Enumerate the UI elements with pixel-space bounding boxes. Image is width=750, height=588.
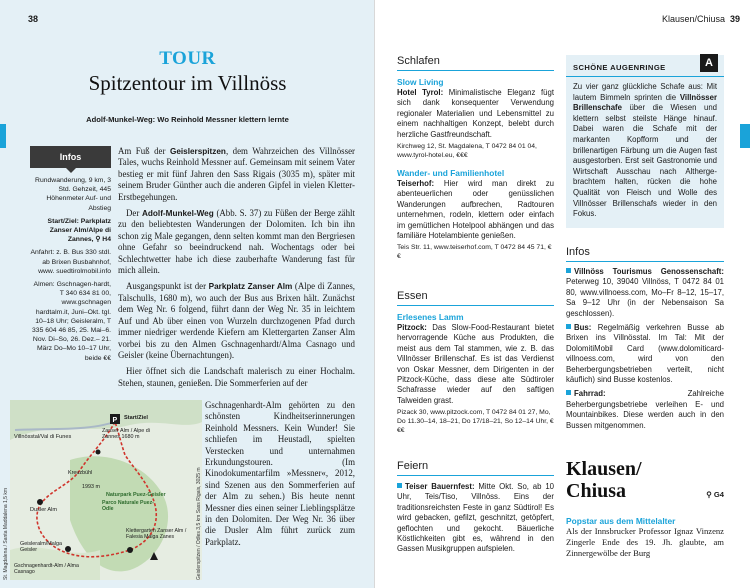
entry-text: Teiserhof: Hier wird man direkt zu abenteuerlichen oder genüsslichen Wanderungen aufbrechen, Radtouren unternehmen, rodeln, klettern oder einfach im gemütlichen Hotelpool abhängen und das familiäre Hotelambiente genießen.	[397, 179, 554, 241]
map-label: Dusler Alm	[30, 507, 58, 513]
section-schlafen	[397, 55, 554, 261]
map-label: 1993 m	[82, 484, 100, 490]
page-number-left: 38	[28, 14, 39, 24]
map-grid-reference: ⚲ G4	[706, 490, 724, 499]
running-head-title: Klausen/Chiusa	[661, 14, 725, 24]
infobox-block: Rundwanderung, 9 km, 3 Std. Gehzeit, 445 Höhenmeter Auf- und Abstieg	[35, 177, 111, 212]
body-paragraph: Am Fuß der Geislerspitzen, dem Wahrzeichen des Villnösser Tales, wuchs Reinhold Messner auf. Gemeinsam mit seinem Vater bestieg er mit fünf Jahren den Sass Rigais (3035 m), später mit seinem Bruder Günther auch die anderen Gipfel in vielen Kletter-Erstbegehungen.	[118, 146, 355, 202]
sidebox-heading: SCHÖNE AUGENRINGE	[566, 55, 724, 77]
section-essen	[397, 290, 554, 435]
tour-body-tail: Gschnagenhardt-Alm gehörten zu den schönsten Kindheitserinnerungen Reinhold Messners. Kein Wunder! Sie schliefen im Heustadl, spielten Verstecken und unternahmen Erkundungstouren. (Im Kinodokumentarfilm »Messner«, 2012, sind Szenen aus den Sommerferien auf der Alm zu sehen.) Bis heute nennt Messner dies einen seiner Lieblingsplätze in den Dolomiten. Der Weg Nr. 36 über die Dusler Alm führt zurück zum Parkplatz.	[205, 400, 355, 547]
svg-text:P: P	[112, 417, 118, 424]
section-heading: Schlafen	[397, 55, 554, 71]
route-map	[10, 400, 202, 580]
infobox-block: Start/Ziel: Parkplatz Zanser Alm/Alpe di Zannes, ⚲ H4	[47, 217, 111, 244]
map-side-label-left: St. Magdalena / Santa Maddalena 1,5 km	[3, 487, 9, 580]
infobox-block: Almen: Gschnagen-hardt, T 340 634 81 00, www.gschnagen hardtalm.it, Juni–Okt. tgl. 10–18 Uhr; Geisleralm, T 335 604 46 85, 25. Mai–6. Nov. Di–So, 26. Dez.– 21. März Do–Mo 10–17 Uhr, beide €€	[32, 281, 111, 362]
info-item: Villnöss Tourismus Genossenschaft: Peterweg 10, 39040 Villnöss, T 0472 84 01 80, www.villnoess.com, Mo–Fr 8–12, 15–17, Sa 9–12 Uhr (in der Nebensaison Sa geschlossen).	[566, 267, 724, 318]
entry-address: Pizack 30, www.pitzock.com, T 0472 84 01 27, Mo, Do 11.30–14, 18–21, Do 17/18–21, So 12–14 Uhr, €€€	[397, 409, 554, 435]
map-label: Naturpark Puez-Geisler	[106, 492, 166, 498]
map-badge-a: A	[700, 54, 718, 72]
klausen-text: Als der Innsbrucker Professor Ignaz Vinzenz Zingerle Ende des 19. Jh. glaubte, am Zinnergewölbe der Burg	[566, 526, 724, 558]
body-paragraph: Hier öffnet sich die Landschaft malerisch zu einer Hochalm. Stehen, staunen, genießen. Die Sommerferien auf der	[118, 366, 355, 388]
map-label: Start/Ziel	[124, 415, 148, 421]
bullet-square-icon	[566, 324, 571, 329]
chapter-tab-right	[740, 124, 750, 148]
entry-title: Erlesenes Lamm	[397, 312, 464, 322]
map-label: Gschnagenhardt-Alm / Alma Casnago	[14, 563, 79, 576]
map-label: Villnösstal/Val di Funes	[14, 434, 72, 440]
klausen-subtitle: Popstar aus dem Mittelalter	[566, 516, 676, 526]
entry-address: Kirchweg 12, St. Magdalena, T 0472 84 01 04, www.tyrol-hotel.eu, €€€	[397, 143, 537, 160]
sidebox-augenringe	[566, 55, 724, 228]
infobox-body	[30, 176, 111, 367]
section-heading: Infos	[566, 246, 724, 262]
map-side-label-right: Geislerspitzen / Odles 3,5 km Sass Rigais, 3025 m	[196, 467, 202, 580]
page-number-right: 39	[729, 14, 740, 24]
body-paragraph: Der Adolf-Munkel-Weg (Abb. S. 37) zu Füßen der Berge zählt zu den beliebtesten Wanderungen der Dolomiten. Ich bin ihn schon zig Male gegangen, denn selten kommt man den Bergriesen ohne Gefahr so beeindruckend nah. Wochentags oder bei Schlechtwetter habe ich diese zauberhafte Wanderung fast für mich allein.	[118, 208, 355, 276]
chapter-tab-left	[0, 124, 6, 148]
section-heading: Essen	[397, 290, 554, 306]
bullet-square-icon	[397, 483, 402, 488]
entry-text: Pitzock: Das Slow-Food-Restaurant bietet hervorragende Küche aus Produkten, die meist aus dem Tal stammen, wie z. B. das Villnösser Brillenschaf. Es ist das Verdienst von Oskar Messner, dem Dirigenten in der Pitzock-Küche, dass diese alte Südtiroler Schafrasse wieder auf den saftigen Talweiden grast.	[397, 323, 554, 405]
entry-title: Wander- und Familienhotel	[397, 168, 505, 179]
tour-title: Spitzentour im Villnöss	[88, 71, 287, 95]
running-head	[662, 14, 740, 24]
info-item: Bus: Regelmäßig verkehren Busse ab Brixen ins Villnösstal. Im Tal: Mit der DolomitiMobil Card (www.dolomiticard-villnoess.com, wird von den Beherbergungsbetrieben verteilt, nicht käuflich) sind Busse kostenlos.	[566, 323, 724, 385]
tour-kicker: TOUR	[159, 48, 216, 69]
infobox-heading: Infos	[30, 146, 111, 168]
infobox-arrow	[66, 168, 76, 173]
bullet-square-icon	[566, 390, 571, 395]
section-klausen	[566, 458, 724, 559]
tour-subtitle: Adolf-Munkel-Weg: Wo Reinhold Messner klettern lernte	[86, 115, 289, 124]
map-label: Klettergarten Zanser Alm / Falesia Malga Zanes	[126, 528, 187, 541]
map-label: Zanser Alm / Alpe di Zannes 1680 m	[102, 428, 150, 441]
map-label: Geisleralm/Malga Geisler	[20, 541, 62, 554]
map-label: Parco Naturale Puez-Odle	[102, 500, 154, 512]
entry-text: Hotel Tyrol: Minimalistische Eleganz fügt sich dank konsequenter Verwendung regionaler Materialien und Lebensmittel zu einem nachhaltigen Konzept, belebt durch herzliche Gastfreundschaft.	[397, 88, 554, 139]
klausen-title: Klausen/ Chiusa	[566, 458, 642, 502]
entry-title: Slow Living	[397, 77, 444, 87]
bullet-square-icon	[566, 268, 571, 273]
entry-address: Teis Str. 11, www.teiserhof.com, T 0472 84 45 71, €€	[397, 244, 552, 261]
section-infos	[566, 246, 724, 435]
entry-text: Teiser Bauernfest: Mitte Okt. So, ab 10 Uhr, Teis/Tiso, Villnöss. Eins der traditionsreichsten Feste in ganz Südtirol! Es wird gebacken, gefilzt, geschnitzt, getöpfert, geflochten und gekocht. Bäuerliche Köstlichkeiten gibt es, während in den Gassen Musikgruppen aufspielen.	[397, 482, 554, 554]
body-paragraph: Ausgangspunkt ist der Parkplatz Zanser Alm (Alpe di Zannes, Talschulls, 1680 m), wo auch der Bus aus Brixen hält. Zunächst dem Weg Nr. 6 folgend, führt dann der Weg Nr. 35 in leichtem Auf und Ab über einen von Wurzeln durchzogenen Pfad durch immer niedriger werdende Kiefern am Klettergarten Zanser Alm vorbei bis zu den Almen Gschnagenhardt/Alma Casnago und Geisler (keine Übernachtungen).	[118, 281, 355, 360]
section-heading: Feiern	[397, 460, 554, 476]
sidebox-text: Zu vier ganz glückliche Schafe aus: Mit lautem Bimmeln sprinten die Villnösser Brillenschafe über die Wiesen und klettern selbst steilste Hänge hinauf. Dabei waren die Schafe mit der markanten Kopfform und der brillenartigen Färbung um die Augen fast ausgestorben. Erst seit Gastronomie und Wirtschaft Ausschau nach Althergebrachtem halten, rücken die hohe Qualität von Fleisch und Wolle des Villnösser Brillenschafs wieder in den Fokus.	[573, 82, 717, 219]
map-label: Kreuzbühl	[68, 470, 93, 476]
infobox-block: Anfahrt: z. B. Bus 330 stdl. ab Brixen Busbahnhof, www. suedtirolmobil.info	[30, 249, 111, 275]
section-feiern	[397, 460, 554, 555]
tour-body	[118, 146, 355, 394]
infobox	[30, 146, 111, 393]
info-item: Fahrrad: Zahlreiche Beherbergungsbetriebe verleihen E- und Mountainbikes. Diese werden auch in den Bussen mitgenommen.	[566, 389, 724, 430]
